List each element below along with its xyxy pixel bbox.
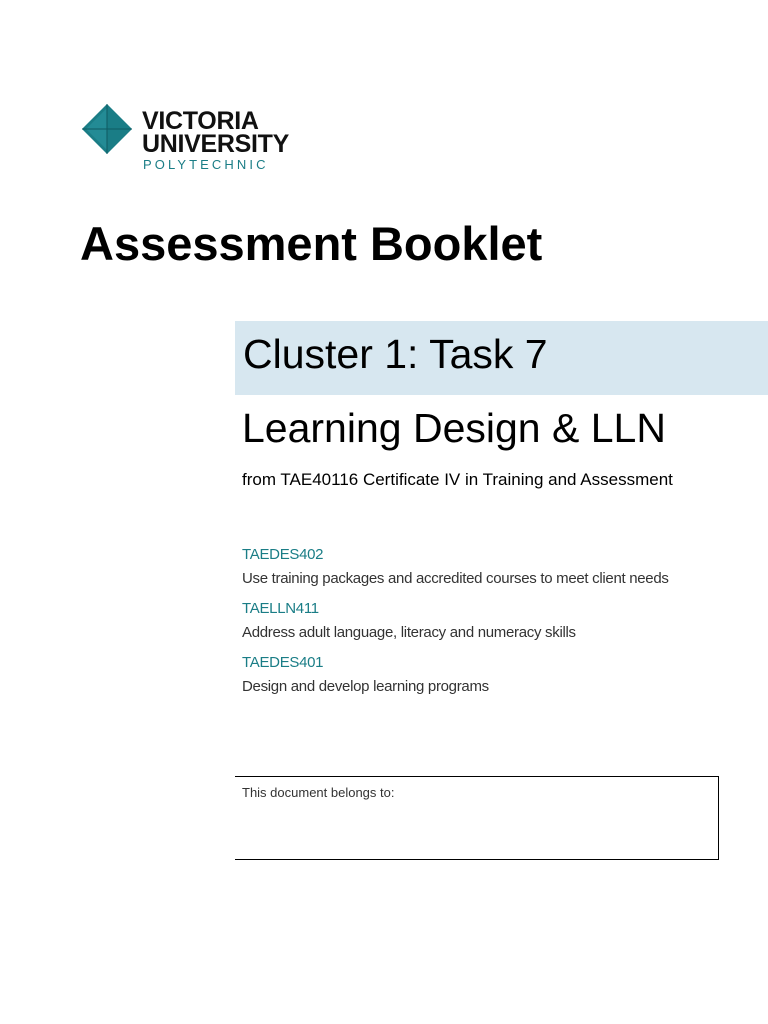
qualification-line: from TAE40116 Certificate IV in Training and Assessment — [242, 470, 673, 489]
document-title: Assessment Booklet — [80, 217, 543, 270]
unit-description: Use training packages and accredited courses to meet client needs — [242, 570, 669, 587]
owner-field[interactable] — [235, 776, 719, 860]
logo-text-university: UNIVERSITY — [142, 130, 290, 158]
logo-text-victoria: VICTORIA — [142, 107, 259, 135]
unit-code: TAEDES401 — [242, 654, 324, 671]
unit-code: TAEDES402 — [242, 546, 324, 563]
unit-code: TAELLN411 — [242, 600, 319, 617]
unit-item — [242, 546, 742, 600]
unit-description: Address adult language, literacy and numeracy skills — [242, 624, 576, 641]
university-logo — [82, 104, 292, 174]
owner-label: This document belongs to: — [242, 785, 395, 800]
diamond-logo-icon — [82, 104, 132, 154]
unit-list — [242, 546, 742, 708]
unit-item — [242, 654, 742, 708]
cluster-title: Cluster 1: Task 7 — [243, 331, 548, 377]
cluster-band — [235, 321, 768, 395]
logo-text-polytechnic: POLYTECHNIC — [143, 157, 269, 172]
unit-item — [242, 600, 742, 654]
document-subtitle: Learning Design & LLN — [242, 405, 666, 451]
unit-description: Design and develop learning programs — [242, 678, 489, 695]
